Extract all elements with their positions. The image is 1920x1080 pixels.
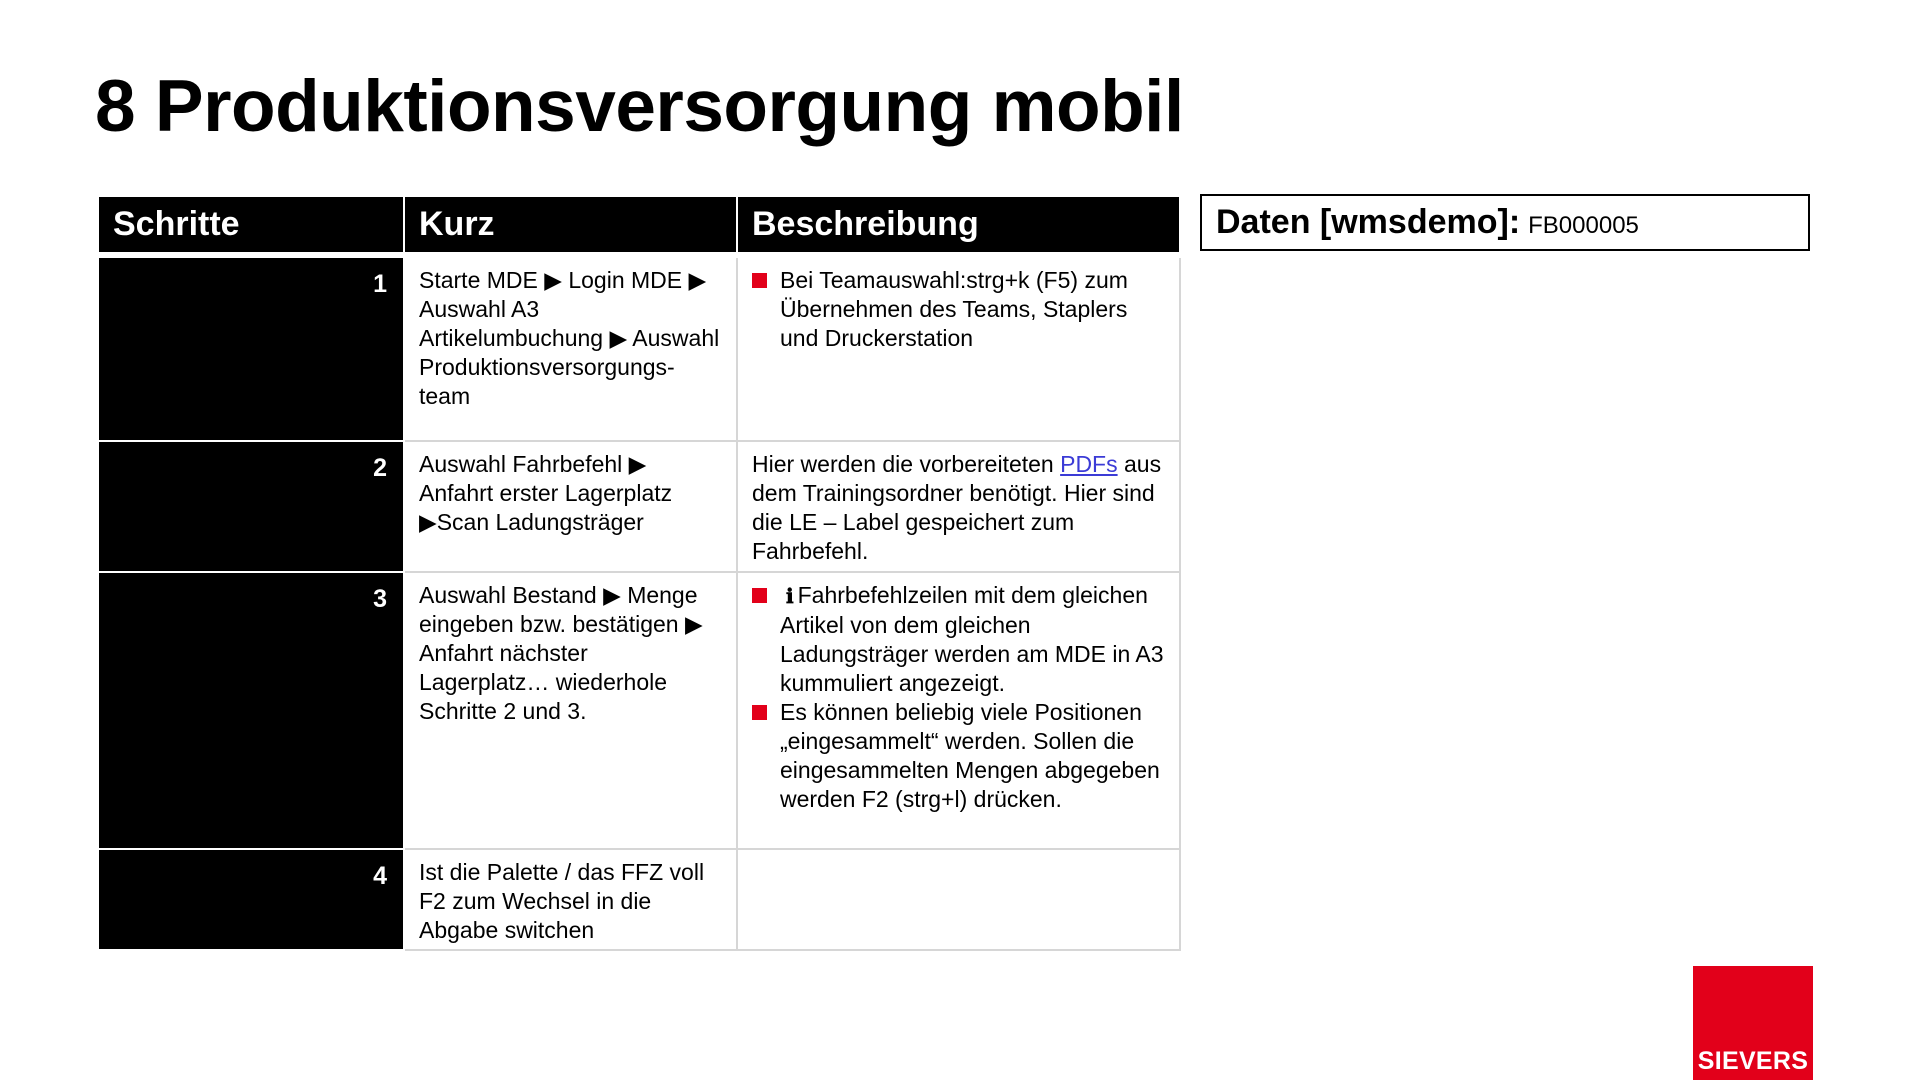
header-schritte: Schritte bbox=[98, 196, 404, 255]
bullet-item-text: Fahrbefehlzeilen mit dem gleichen Artikel von dem gleichen Ladungsträger werden am MDE in A3 kummuliert angezeigt. bbox=[780, 582, 1164, 696]
table-row bbox=[98, 849, 1180, 950]
description-text bbox=[752, 450, 1165, 566]
bullet-list bbox=[752, 266, 1165, 353]
step-beschreibung bbox=[737, 849, 1180, 950]
info-icon: ℹ bbox=[786, 584, 794, 608]
bullet-item bbox=[752, 581, 1165, 698]
steps-table bbox=[97, 195, 1181, 951]
step-number: 2 bbox=[98, 441, 404, 572]
step-kurz: Auswahl Fahrbefehl ▶ Anfahrt erster Lagerplatz ▶Scan Ladungsträger bbox=[404, 441, 737, 572]
table-row bbox=[98, 441, 1180, 572]
data-box-label: Daten [wmsdemo]: bbox=[1216, 203, 1521, 241]
step-beschreibung bbox=[737, 255, 1180, 441]
description-text-before: Hier werden die vorbereiteten bbox=[752, 451, 1061, 477]
bullet-item: Bei Teamauswahl:strg+k (F5) zum Übernehmen des Teams, Staplers und Druckerstation bbox=[752, 266, 1165, 353]
step-kurz: Auswahl Bestand ▶ Menge eingeben bzw. bestätigen ▶ Anfahrt nächster Lagerplatz… wiederhole Schritte 2 und 3. bbox=[404, 572, 737, 849]
step-kurz: Ist die Palette / das FFZ voll F2 zum Wechsel in die Abgabe switchen bbox=[404, 849, 737, 950]
pdfs-link[interactable]: PDFs bbox=[1060, 451, 1118, 477]
logo-text: SIEVERS bbox=[1697, 1047, 1809, 1075]
description-text-after: aus dem Trainingsordner benötigt. Hier sind die LE – Label gespeichert zum Fahrbefehl. bbox=[752, 451, 1162, 564]
step-number: 3 bbox=[98, 572, 404, 849]
sievers-logo bbox=[1693, 966, 1813, 1080]
table-row bbox=[98, 255, 1180, 441]
data-box-value: FB000005 bbox=[1528, 211, 1639, 239]
step-beschreibung bbox=[737, 572, 1180, 849]
data-box bbox=[1200, 194, 1810, 251]
header-beschreibung: Beschreibung bbox=[737, 196, 1180, 255]
step-beschreibung bbox=[737, 441, 1180, 572]
step-number: 1 bbox=[98, 255, 404, 441]
table-row bbox=[98, 572, 1180, 849]
step-kurz: Starte MDE ▶ Login MDE ▶ Auswahl A3 Artikelumbuchung ▶ Auswahl Produktionsversorgungs-team bbox=[404, 255, 737, 441]
bullet-list bbox=[752, 581, 1165, 814]
step-number: 4 bbox=[98, 849, 404, 950]
table-header-row bbox=[98, 196, 1180, 255]
bullet-item: Es können beliebig viele Positionen „eingesammelt“ werden. Sollen die eingesammelten Mengen abgegeben werden F2 (strg+l) drücken. bbox=[752, 698, 1165, 814]
page-title: 8 Produktionsversorgung mobil bbox=[95, 66, 1184, 147]
header-kurz: Kurz bbox=[404, 196, 737, 255]
